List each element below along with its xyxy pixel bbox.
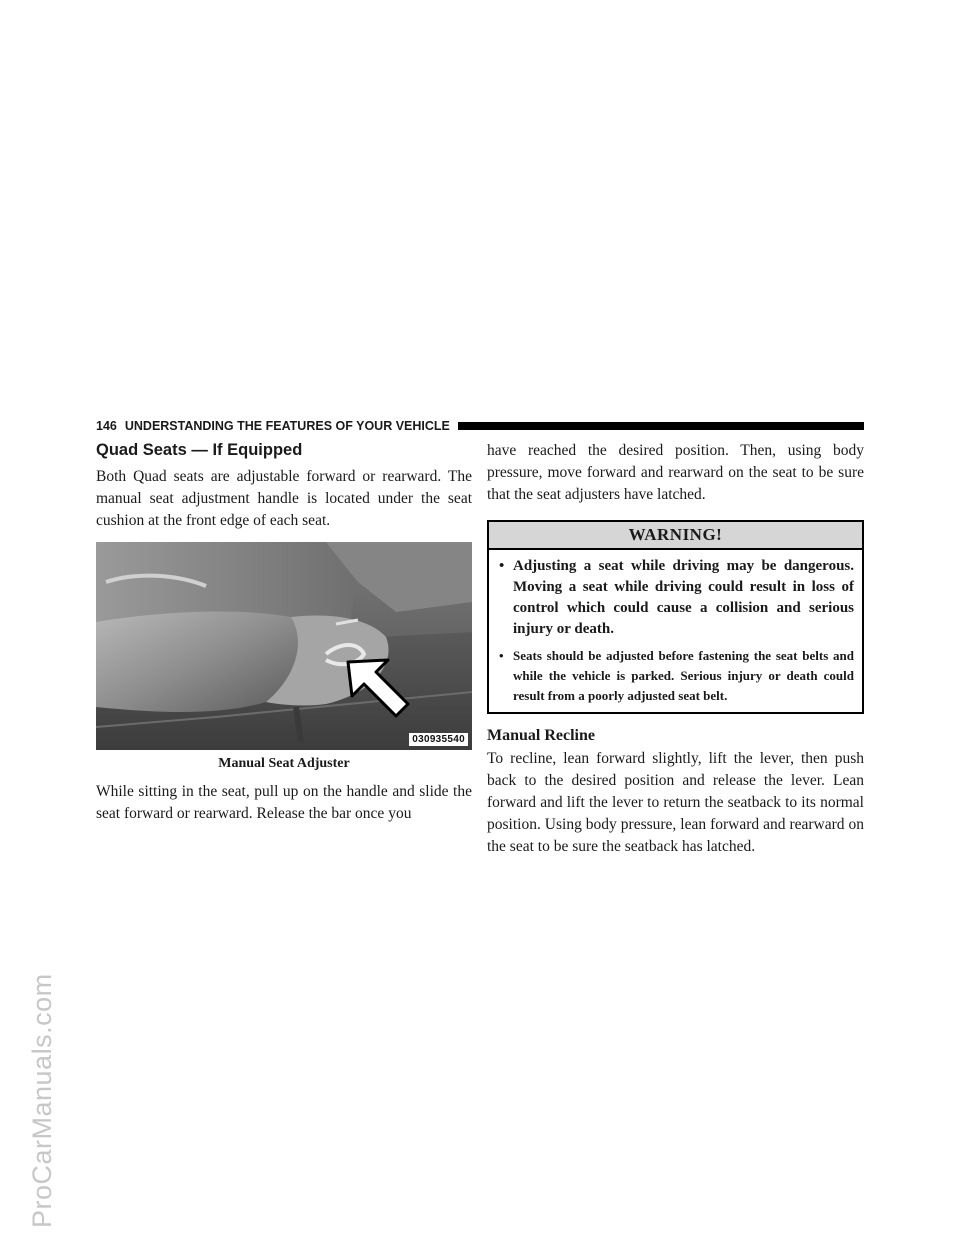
continued-paragraph: have reached the desired position. Then, using body pressure, move forward and rearward on the seat to be sure that the seat adjusters have latched. <box>487 442 864 503</box>
chapter-title: UNDERSTANDING THE FEATURES OF YOUR VEHICLE <box>124 419 450 433</box>
header-rule <box>458 422 864 430</box>
warning-item <box>499 646 854 706</box>
subsection-title: Manual Recline <box>487 727 595 744</box>
section-title: Quad Seats — If Equipped <box>96 441 303 459</box>
intro-paragraph: Both Quad seats are adjustable forward or rearward. The manual seat adjustment handle is located under the seat cushion at the front edge of each seat. <box>96 468 472 529</box>
bullet-icon: • <box>499 558 505 574</box>
left-column <box>96 440 472 825</box>
warning-box <box>487 520 864 714</box>
warning-item <box>499 556 854 640</box>
warning-item-text: Seats should be adjusted before fastening the seat belts and while the vehicle is parked. Serious injury or death could result from a poorly adjusted seat belt. <box>513 648 854 703</box>
watermark-text: ProCarManuals.com <box>26 973 57 1228</box>
seat-adjuster-figure <box>96 542 472 750</box>
figure-code: 030935540 <box>409 733 468 746</box>
figure-caption: Manual Seat Adjuster <box>218 756 350 771</box>
warning-list <box>489 550 862 712</box>
right-column <box>487 440 864 858</box>
warning-item-text: Adjusting a seat while driving may be dangerous. Moving a seat while driving could result in loss of control which could cause a collision and serious injury or death. <box>513 558 854 637</box>
page-number: 146 <box>96 419 117 433</box>
bullet-icon: • <box>499 648 504 663</box>
seat-adjuster-illustration <box>96 542 472 750</box>
warning-title: WARNING! <box>489 522 862 550</box>
recline-paragraph: To recline, lean forward slightly, lift the lever, then push back to the desired position and release the lever. Lean forward and lift the lever to return the seatback to its normal position. Using body pressure, lean forward and rearward on the seat to be sure the seatback has latched. <box>487 750 864 855</box>
body-paragraph: While sitting in the seat, pull up on the handle and slide the seat forward or rearward. Release the bar once you <box>96 783 472 822</box>
page-header <box>96 416 864 436</box>
